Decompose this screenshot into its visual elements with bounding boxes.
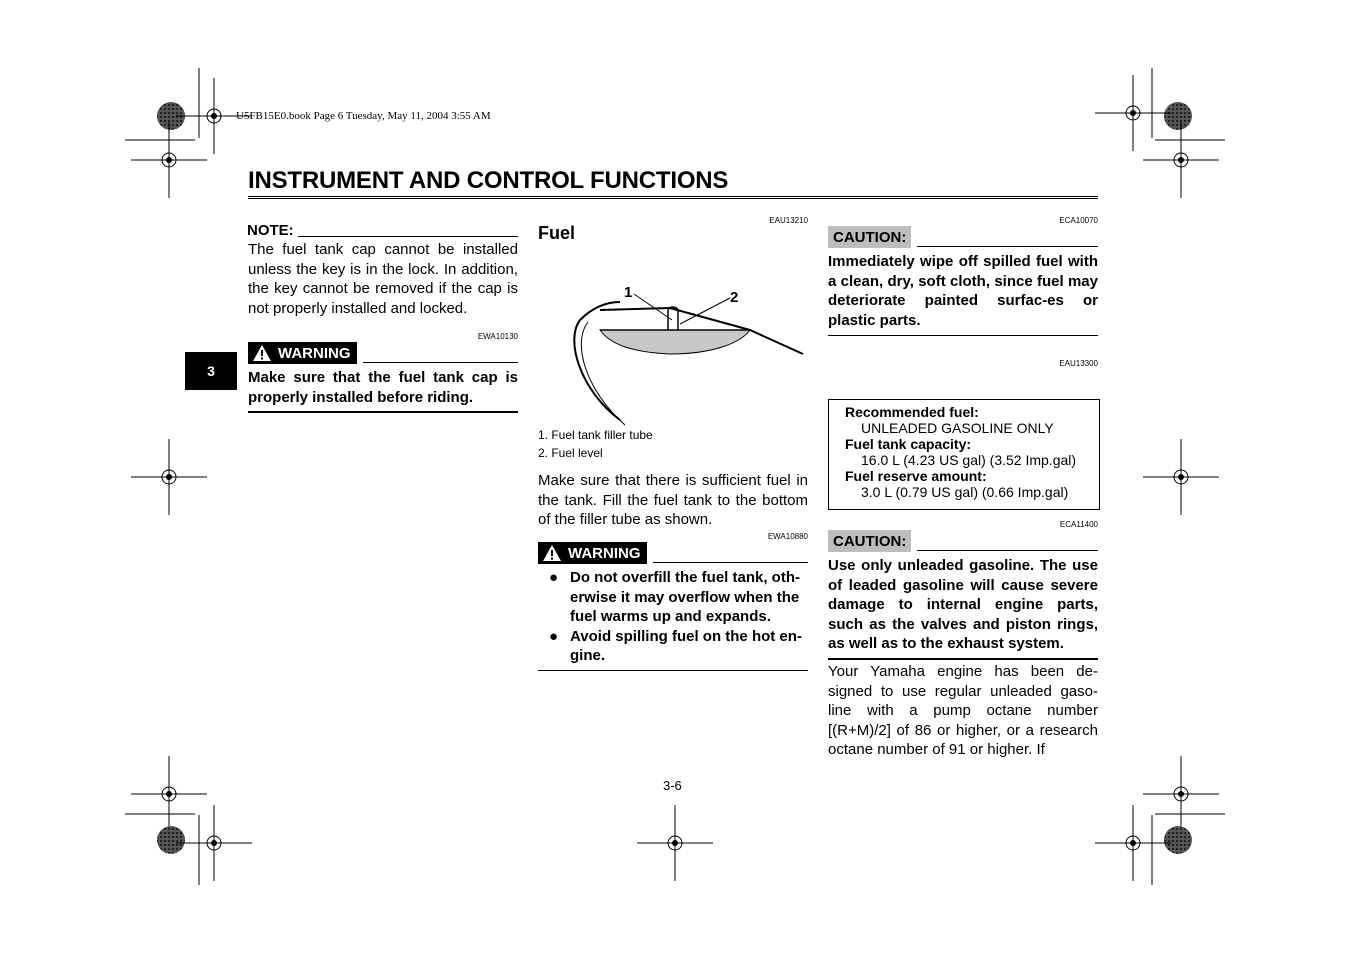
warning-label: WARNING xyxy=(568,544,641,562)
fuel-tank-illustration xyxy=(560,280,810,430)
spec-label: Fuel tank capacity: xyxy=(845,436,972,452)
spec-value: UNLEADED GASOLINE ONLY xyxy=(861,420,1054,436)
figure-label-1: 1 xyxy=(624,284,633,301)
list-item: ● Avoid spilling fuel on the hot en-gine. xyxy=(549,627,802,664)
caution-text: Immediately wipe off spilled fuel with a clean, dry, soft cloth, since fuel may deteriorate painted surfac-es or plastic parts. xyxy=(828,253,1098,329)
caution-rule xyxy=(917,550,1098,551)
page-number: 3-6 xyxy=(663,778,682,793)
figure-label-2: 2 xyxy=(730,289,739,306)
caution-end-rule xyxy=(828,658,1098,660)
warning-text: Make sure that the fuel tank cap is properly installed before riding. xyxy=(248,369,518,406)
warning-code-middle: EWA10880 xyxy=(767,532,808,541)
warning-bullets xyxy=(538,568,808,666)
warning-badge xyxy=(248,342,357,364)
note-rule xyxy=(298,236,518,237)
caution2-code: ECA11400 xyxy=(1059,520,1098,529)
title-rule xyxy=(248,196,1098,199)
list-item: ● Do not overfill the fuel tank, oth-erwise it may overflow when the fuel warms up and expands. xyxy=(549,569,800,625)
warning-code-left: EWA10130 xyxy=(477,332,518,341)
warning-rule xyxy=(653,562,809,563)
book-header: U5FB15E0.book Page 6 Tuesday, May 11, 2004 3:55 AM xyxy=(236,110,491,122)
caution-rule xyxy=(917,246,1098,247)
spec-label: Fuel reserve amount: xyxy=(845,468,987,484)
warning-block-left xyxy=(248,342,518,413)
warning-rule xyxy=(363,362,519,363)
caption-item: 2. Fuel level xyxy=(538,446,603,460)
warning-triangle-icon xyxy=(252,344,272,362)
section-title: INSTRUMENT AND CONTROL FUNCTIONS xyxy=(248,167,729,194)
warning-end-rule xyxy=(538,670,808,671)
warning-label: WARNING xyxy=(278,344,351,362)
caution-block-1 xyxy=(828,226,1098,336)
fuel-heading: Fuel xyxy=(538,223,576,243)
spec-value: 16.0 L (4.23 US gal) (3.52 Imp.gal) xyxy=(861,452,1077,468)
caution-badge: CAUTION: xyxy=(828,226,911,248)
caution-block-2 xyxy=(828,530,1098,660)
caution1-code: ECA10070 xyxy=(1059,216,1098,225)
octane-body: Your Yamaha engine has been de-signed to use regular unleaded gaso-line with a pump octane number [(R+M)/2] of 86 or higher, or a research octane number of 91 or higher. If xyxy=(828,663,1098,758)
spec-label: Recommended fuel: xyxy=(845,404,979,420)
caption-item: 1. Fuel tank filler tube xyxy=(538,428,653,442)
warning-triangle-icon xyxy=(542,544,562,562)
figure-captions xyxy=(538,426,653,462)
note-label: NOTE: xyxy=(247,222,294,239)
note-block xyxy=(248,222,518,318)
fuel-spec-box xyxy=(828,399,1100,510)
caution-end-rule xyxy=(828,335,1098,336)
warning-end-rule xyxy=(248,411,518,413)
spec-code: EAU13300 xyxy=(1059,359,1098,368)
chapter-tab: 3 xyxy=(185,352,237,390)
caution-text: Use only unleaded gasoline. The use of leaded gasoline will cause severe damage to internal engine parts, such as the valves and piston rings, as well as to the exhaust system. xyxy=(828,557,1098,652)
note-text: The fuel tank cap cannot be installed unless the key is in the lock. In addition, the key cannot be removed if the cap is not properly installed and locked. xyxy=(248,241,518,317)
warning-badge xyxy=(538,542,647,564)
caution-badge: CAUTION: xyxy=(828,530,911,552)
fuel-code: EAU13210 xyxy=(769,216,808,225)
fuel-body: Make sure that there is sufficient fuel in the tank. Fill the fuel tank to the bottom of the filler tube as shown. xyxy=(538,472,808,528)
warning-block-middle xyxy=(538,542,808,671)
spec-value: 3.0 L (0.79 US gal) (0.66 Imp.gal) xyxy=(861,484,1069,500)
